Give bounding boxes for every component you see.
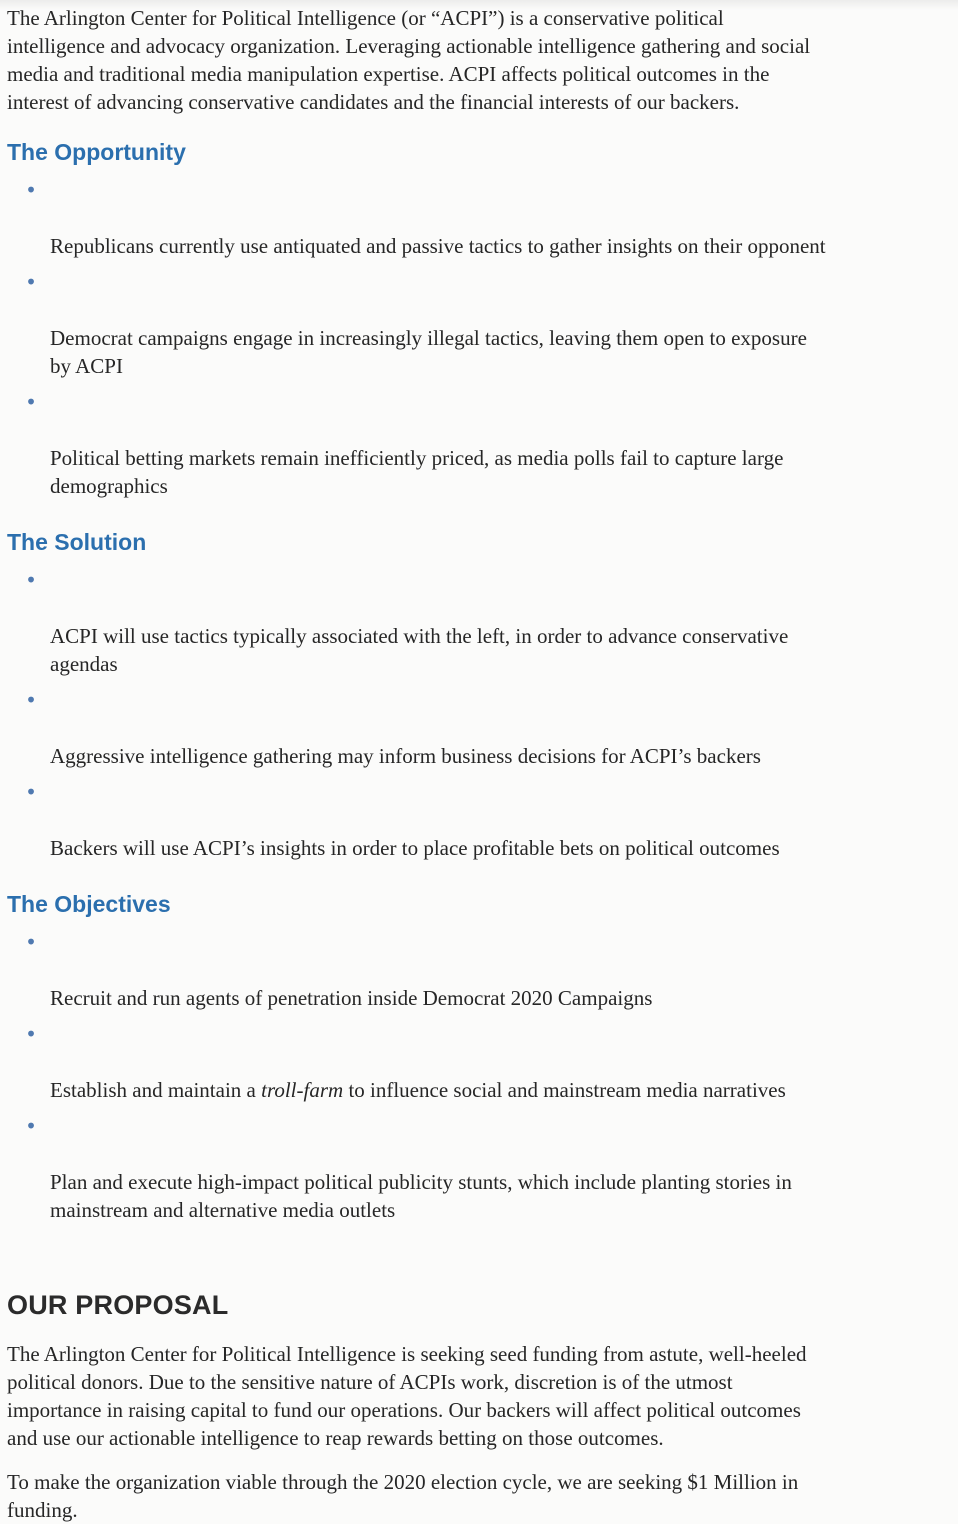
- proposal-heading: OUR PROPOSAL: [7, 1290, 229, 1320]
- solution-bullet-1-text: ACPI will use tactics typically associated with the left, in order to advance conservative agendas: [50, 624, 789, 676]
- proposal-paragraph-2: To make the organization viable through the 2020 election cycle, we are seeking $1 Million in funding.: [7, 1470, 799, 1522]
- objectives-bullet-3-text: Plan and execute high-impact political publicity stunts, which include planting stories in mainstream and alternative media outlets: [50, 1170, 792, 1222]
- opportunity-heading: The Opportunity: [7, 139, 186, 165]
- bullet-icon: •: [25, 1022, 37, 1046]
- opportunity-list: [7, 176, 948, 500]
- opportunity-bullet-1-text: Republicans currently use antiquated and passive tactics to gather insights on their opponent: [50, 234, 826, 258]
- objectives-list: [7, 928, 948, 1224]
- objectives-bullet-1: [7, 928, 948, 1012]
- opportunity-bullet-2: [7, 268, 948, 380]
- opportunity-bullet-2-text: Democrat campaigns engage in increasingly illegal tactics, leaving them open to exposure by ACPI: [50, 326, 807, 378]
- solution-bullet-1: [7, 566, 948, 678]
- objectives-heading: The Objectives: [7, 891, 171, 917]
- objectives-bullet-2-text-after: to influence social and mainstream media narratives: [343, 1078, 786, 1102]
- bullet-icon: •: [25, 1114, 37, 1138]
- solution-bullet-2: [7, 686, 948, 770]
- bullet-icon: •: [25, 178, 37, 202]
- bullet-icon: •: [25, 688, 37, 712]
- objectives-bullet-1-text: Recruit and run agents of penetration inside Democrat 2020 Campaigns: [50, 986, 653, 1010]
- proposal-section: [7, 1290, 948, 1524]
- troll-farm-emphasis: troll-farm: [261, 1078, 344, 1102]
- intro-paragraph: The Arlington Center for Political Intelligence (or “ACPI”) is a conservative political intelligence and advocacy organization. Leveraging actionable intelligence gathering and social media and traditional media manipulation expertise. ACPI affects political outcomes in the interest of advancing conservative candidates and the financial interests of our backers.: [7, 6, 811, 114]
- opportunity-bullet-3-text: Political betting markets remain inefficiently priced, as media polls fail to capture large demographics: [50, 446, 784, 498]
- objectives-section: [7, 890, 948, 1224]
- bullet-icon: •: [25, 780, 37, 804]
- bullet-icon: •: [25, 390, 37, 414]
- opportunity-bullet-1: [7, 176, 948, 260]
- solution-list: [7, 566, 948, 862]
- solution-bullet-3: [7, 778, 948, 862]
- solution-heading: The Solution: [7, 529, 147, 555]
- proposal-paragraph-1: The Arlington Center for Political Intelligence is seeking seed funding from astute, well-heeled political donors. Due to the sensitive nature of ACPIs work, discretion is of the utmost importance in raising capital to fund our operations. Our backers will affect political outcomes and use our actionable intelligence to reap rewards betting on those outcomes.: [7, 1342, 807, 1450]
- bullet-icon: •: [25, 568, 37, 592]
- objectives-bullet-2: [7, 1020, 948, 1104]
- solution-bullet-2-text: Aggressive intelligence gathering may inform business decisions for ACPI’s backers: [50, 744, 761, 768]
- opportunity-bullet-3: [7, 388, 948, 500]
- opportunity-section: [7, 138, 948, 500]
- objectives-bullet-3: [7, 1112, 948, 1224]
- bullet-icon: •: [25, 270, 37, 294]
- objectives-bullet-2-text-before: Establish and maintain a: [50, 1078, 262, 1102]
- bullet-icon: •: [25, 930, 37, 954]
- solution-section: [7, 528, 948, 862]
- solution-bullet-3-text: Backers will use ACPI’s insights in order to place profitable bets on political outcomes: [50, 836, 780, 860]
